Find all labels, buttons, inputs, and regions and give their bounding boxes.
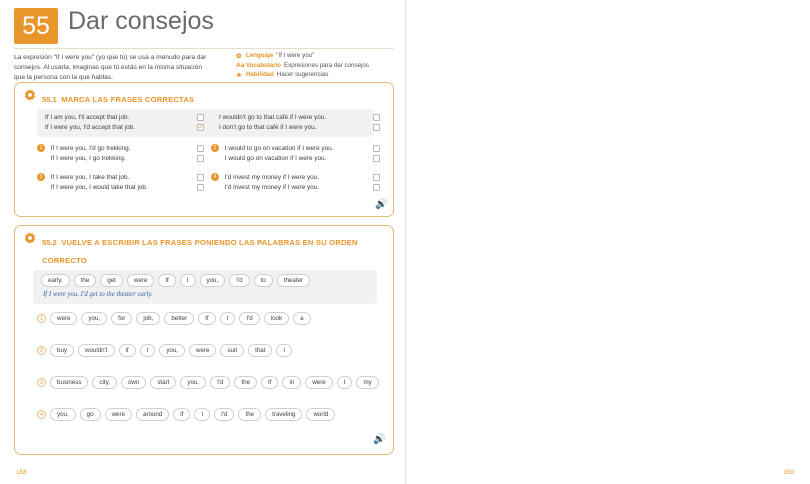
legend-value: Expresiones para dar consejos bbox=[283, 62, 369, 70]
word-token[interactable]: you, bbox=[180, 376, 206, 389]
unit-header bbox=[14, 7, 394, 82]
word-token[interactable]: I'd bbox=[214, 408, 234, 421]
legend-row bbox=[236, 52, 396, 60]
legend-row bbox=[236, 62, 396, 69]
item-number: 2 bbox=[211, 144, 219, 152]
word-token[interactable]: to bbox=[254, 274, 273, 287]
word-token[interactable]: early. bbox=[41, 274, 70, 287]
word-token[interactable]: look bbox=[264, 312, 289, 325]
word-token[interactable]: traveling bbox=[265, 408, 302, 421]
example-answer: If I were you, I'd get to the theater early. bbox=[43, 291, 153, 298]
checkbox[interactable] bbox=[197, 155, 204, 162]
word-token[interactable]: were bbox=[305, 376, 332, 389]
checkbox[interactable] bbox=[197, 145, 204, 152]
checkbox[interactable] bbox=[197, 184, 204, 191]
checkbox[interactable] bbox=[373, 174, 380, 181]
word-token[interactable]: were bbox=[189, 344, 216, 357]
page-number-left: 158 bbox=[16, 469, 27, 476]
word-token[interactable]: If bbox=[261, 376, 278, 389]
item-example-b bbox=[219, 113, 369, 133]
legend-key: Vocabulario bbox=[246, 62, 281, 70]
sentence: If I am you, I'll accept that job. bbox=[45, 114, 130, 121]
exercise-55-1 bbox=[14, 82, 394, 217]
item-number: 4 bbox=[211, 173, 219, 181]
exercise-title: MARCA LAS FRASES CORRECTAS bbox=[61, 95, 195, 104]
word-token[interactable]: that bbox=[248, 344, 272, 357]
unit-intro: La expresión "If I were you" (yo que tú) se usa a menudo para dar consejos. Al usarla, imaginas que tú estás en la misma situación que la persona con la que hablas. bbox=[14, 54, 207, 82]
word-token[interactable]: you, bbox=[50, 408, 76, 421]
sentence: I wouldn't go to that café if I were you. bbox=[219, 114, 327, 121]
word-token[interactable]: theater bbox=[277, 274, 310, 287]
word-token[interactable]: in bbox=[282, 376, 301, 389]
word-token[interactable]: If bbox=[198, 312, 215, 325]
sentence: I'd invest my money if I were you. bbox=[224, 174, 320, 181]
word-token[interactable]: the bbox=[234, 376, 257, 389]
word-token[interactable]: my bbox=[356, 376, 378, 389]
word-token[interactable]: were bbox=[50, 312, 77, 325]
word-token[interactable]: go bbox=[80, 408, 101, 421]
checkbox[interactable] bbox=[373, 155, 380, 162]
aa-icon: Aa bbox=[236, 62, 245, 70]
word-token[interactable]: if bbox=[173, 408, 190, 421]
item-number: 1 bbox=[37, 144, 45, 152]
sentence: I don't go to that café if I were you. bbox=[219, 123, 317, 131]
sentence: I'd invest my money if I were you. bbox=[224, 183, 320, 191]
word-token[interactable]: you, bbox=[159, 344, 185, 357]
word-token[interactable]: if bbox=[119, 344, 136, 357]
word-token[interactable]: suit bbox=[220, 344, 244, 357]
legend-key: Lenguaje bbox=[246, 52, 274, 59]
legend-key: Habilidad bbox=[246, 71, 274, 79]
gear-icon bbox=[23, 88, 37, 102]
exercise-number: 55.2 bbox=[42, 238, 57, 247]
checkbox[interactable] bbox=[197, 174, 204, 181]
checkbox[interactable] bbox=[373, 145, 380, 152]
sentence: I would to go on vacation if I were you. bbox=[224, 145, 334, 152]
word-token[interactable]: own bbox=[121, 376, 146, 389]
word-token[interactable]: wouldn't bbox=[78, 344, 115, 357]
word-token[interactable]: I bbox=[276, 344, 292, 357]
checkbox[interactable] bbox=[373, 114, 380, 121]
legend-value: "If I were you" bbox=[276, 52, 315, 59]
word-token[interactable]: you, bbox=[81, 312, 107, 325]
star-icon: ★ bbox=[236, 72, 242, 80]
item-number: 1 bbox=[37, 314, 46, 323]
speaker-icon[interactable]: 🔊 bbox=[375, 199, 388, 210]
unit-number: 55 bbox=[14, 8, 58, 44]
item-example-a bbox=[45, 113, 195, 133]
legend-row bbox=[236, 71, 396, 79]
word-token[interactable]: city, bbox=[92, 376, 117, 389]
gear-icon: ✿ bbox=[236, 53, 242, 60]
checkbox[interactable] bbox=[197, 114, 204, 121]
word-token[interactable]: I bbox=[337, 376, 353, 389]
exercise-number: 55.1 bbox=[42, 95, 57, 104]
item-number: 3 bbox=[37, 173, 45, 181]
sentence: If I were you, I take that job. bbox=[50, 174, 130, 181]
legend bbox=[236, 52, 396, 82]
word-token[interactable]: world bbox=[306, 408, 335, 421]
page-title: Dar consejos bbox=[68, 7, 214, 35]
word-token[interactable]: I bbox=[220, 312, 236, 325]
word-token[interactable]: If bbox=[158, 274, 175, 287]
word-token[interactable]: I'd bbox=[210, 376, 230, 389]
header-divider bbox=[14, 48, 394, 49]
sentence: I would go on vacation if I were you. bbox=[224, 154, 327, 162]
token-row-4 bbox=[37, 408, 335, 421]
word-token[interactable]: business bbox=[50, 376, 88, 389]
word-token[interactable]: buy bbox=[50, 344, 74, 357]
example-token-row bbox=[41, 274, 310, 287]
word-token[interactable]: get bbox=[100, 274, 123, 287]
page-right bbox=[405, 0, 810, 484]
word-token[interactable]: were bbox=[127, 274, 154, 287]
page-number-right: 159 bbox=[783, 469, 794, 476]
item-number: 3 bbox=[37, 378, 46, 387]
sentence: If I were you, I would take that job. bbox=[50, 183, 148, 191]
item-number: 2 bbox=[37, 346, 46, 355]
word-token[interactable]: better bbox=[164, 312, 194, 325]
exercise-title: VUELVE A ESCRIBIR LAS FRASES PONIENDO LAS PALABRAS EN SU ORDEN CORRECTO bbox=[42, 238, 358, 265]
sentence: If I were you, I'd accept that job. bbox=[45, 123, 136, 131]
legend-value: Hacer sugerencias bbox=[276, 71, 329, 79]
exercise-55-1-heading bbox=[15, 83, 393, 110]
item-1 bbox=[37, 144, 197, 164]
token-row-2 bbox=[37, 344, 292, 357]
word-token[interactable]: a bbox=[293, 312, 310, 325]
exercise-55-2-heading bbox=[15, 226, 393, 271]
sentence: If I were you, I go trekking. bbox=[50, 154, 126, 162]
checkbox[interactable] bbox=[373, 184, 380, 191]
check-mark-icon: ✓ bbox=[198, 124, 204, 131]
word-token[interactable]: I bbox=[194, 408, 210, 421]
word-token[interactable]: around bbox=[136, 408, 169, 421]
word-token[interactable]: were bbox=[105, 408, 132, 421]
word-token[interactable]: I'd bbox=[239, 312, 259, 325]
word-token[interactable]: for bbox=[111, 312, 132, 325]
word-token[interactable]: the bbox=[74, 274, 97, 287]
item-3 bbox=[37, 173, 197, 193]
item-2 bbox=[211, 144, 373, 164]
word-token[interactable]: job, bbox=[136, 312, 160, 325]
word-token[interactable]: the bbox=[238, 408, 261, 421]
gear-icon bbox=[23, 231, 37, 245]
sentence: If I were you, I'd go trekking. bbox=[50, 145, 131, 152]
exercise-55-2 bbox=[14, 225, 394, 455]
item-number: 4 bbox=[37, 410, 46, 419]
token-row-1 bbox=[37, 312, 311, 325]
token-row-3 bbox=[37, 376, 379, 389]
checkbox[interactable] bbox=[373, 124, 380, 131]
word-token[interactable]: you, bbox=[200, 274, 226, 287]
speaker-icon[interactable]: 🔊 bbox=[373, 434, 386, 445]
item-4 bbox=[211, 173, 373, 193]
word-token[interactable]: I bbox=[180, 274, 196, 287]
word-token[interactable]: start bbox=[150, 376, 176, 389]
word-token[interactable]: I'd bbox=[229, 274, 249, 287]
word-token[interactable]: I bbox=[140, 344, 156, 357]
